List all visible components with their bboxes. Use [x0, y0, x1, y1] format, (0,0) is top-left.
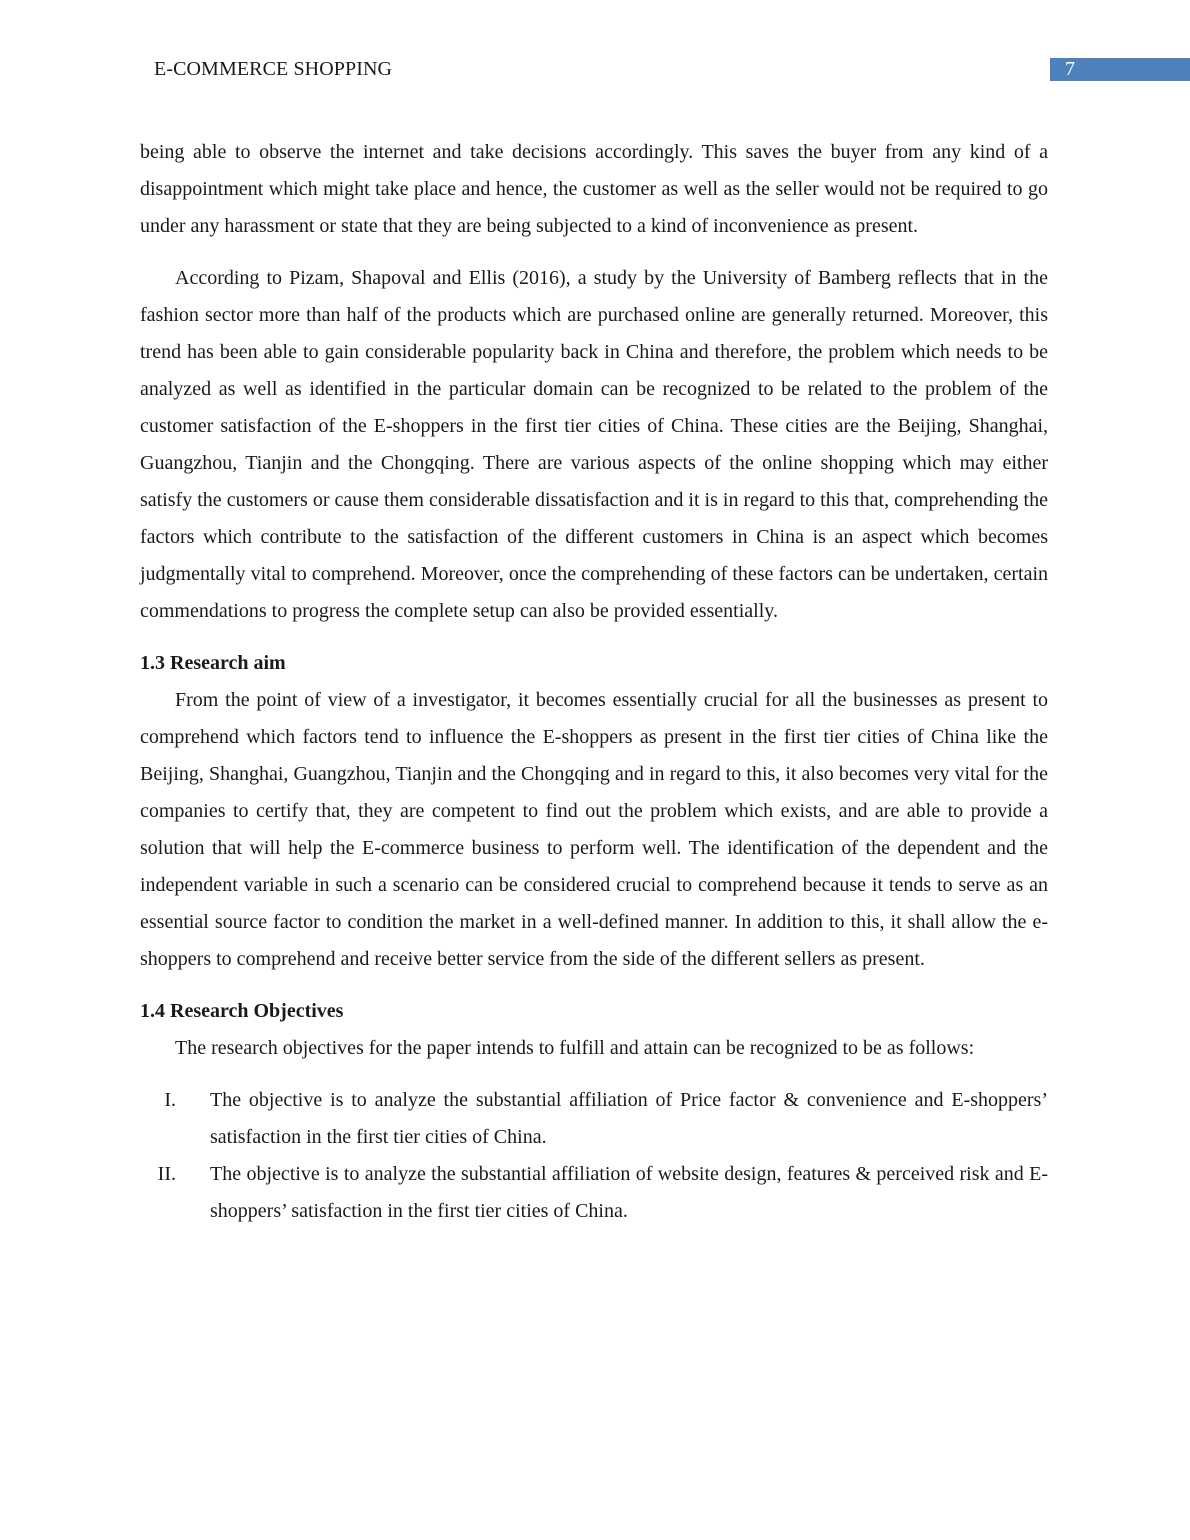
list-item	[140, 1082, 1048, 1156]
paragraph-research-aim: From the point of view of a investigator, it becomes essentially crucial for all the businesses as present to comprehend which factors tend to influence the E-shoppers as present in the first tier cities of China like the Beijing, Shanghai, Guangzhou, Tianjin and the Chongqing and in regard to this, it also becomes very vital for the companies to certify that, they are competent to find out the problem which exists, and are able to provide a solution that will help the E-commerce business to perform well. The identification of the dependent and the independent variable in such a scenario can be considered crucial to comprehend because it tends to serve as an essential source factor to condition the market in a well-defined manner. In addition to this, it shall allow the e-shoppers to comprehend and receive better service from the side of the different sellers as present.	[140, 689, 1048, 970]
page-number: 7	[1065, 58, 1075, 80]
list-item	[140, 1156, 1048, 1230]
list-marker: I.	[164, 1089, 176, 1111]
page-number-bar	[1050, 58, 1190, 81]
list-item-text: The objective is to analyze the substantial affiliation of website design, features & perceived risk and E-shoppers’ satisfaction in the first tier cities of China.	[210, 1163, 1048, 1222]
section-heading-research-objectives: 1.4 Research Objectives	[140, 1000, 344, 1022]
paragraph-objectives-intro: The research objectives for the paper intends to fulfill and attain can be recognized to be as follows:	[175, 1037, 975, 1059]
running-head: E-COMMERCE SHOPPING	[154, 58, 393, 80]
list-marker: II.	[157, 1163, 176, 1185]
document-body	[140, 134, 1048, 1230]
section-heading-research-aim: 1.3 Research aim	[140, 652, 286, 674]
paragraph-pizam-study: According to Pizam, Shapoval and Ellis (2016), a study by the University of Bamberg reflects that in the fashion sector more than half of the products which are purchased online are generally returned. Moreover, this trend has been able to gain considerable popularity back in China and therefore, the problem which needs to be analyzed as well as identified in the particular domain can be recognized to be related to the problem of the customer satisfaction of the E-shoppers in the first tier cities of China. These cities are the Beijing, Shanghai, Guangzhou, Tianjin and the Chongqing. There are various aspects of the online shopping which may either satisfy the customers or cause them considerable dissatisfaction and it is in regard to this that, comprehending the factors which contribute to the satisfaction of the different customers in China is an aspect which becomes judgmentally vital to comprehend. Moreover, once the comprehending of these factors can be undertaken, certain commendations to progress the complete setup can also be provided essentially.	[140, 267, 1048, 622]
objectives-list	[140, 1082, 1048, 1230]
list-item-text: The objective is to analyze the substantial affiliation of Price factor & convenience and E-shoppers’ satisfaction in the first tier cities of China.	[210, 1089, 1048, 1148]
paragraph-continuation: being able to observe the internet and take decisions accordingly. This saves the buyer from any kind of a disappointment which might take place and hence, the customer as well as the seller would not be required to go under any harassment or state that they are being subjected to a kind of inconvenience as present.	[140, 141, 1048, 237]
